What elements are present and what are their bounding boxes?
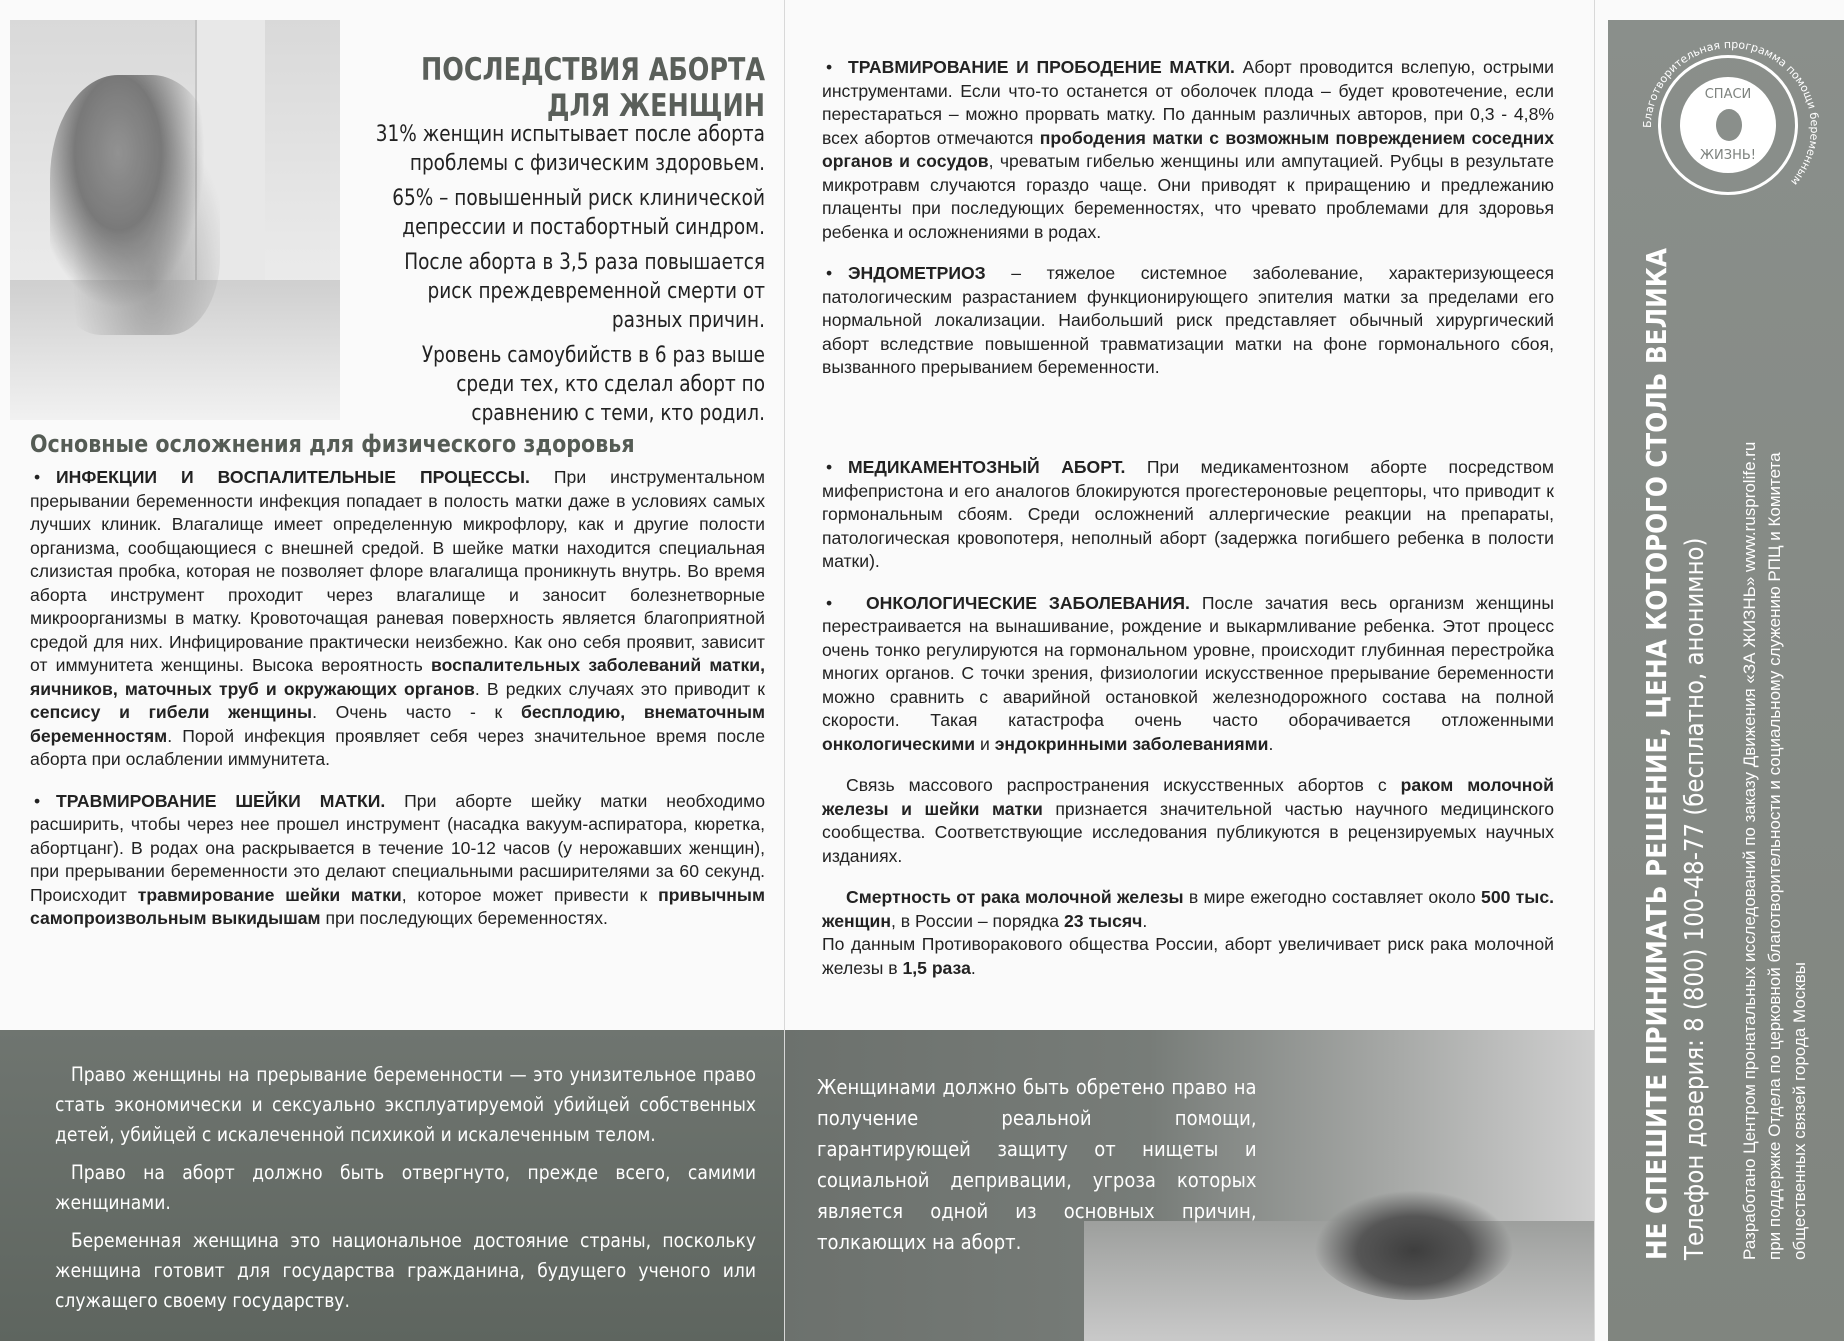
bold-run: 1,5 раза (902, 957, 971, 978)
text-run: После зачатия весь организм женщины перестраивается на вынашивание, рождение и выкармливание ребенка. Этот процесс очень тонко регулируются на гормональном уровне, происходит глубинная перестройка многих органов. С точки зрения, физиологии искусственное прерывание беременности можно сравнить с аварийной остановкой железнодорожного состава на полной скорости. Такая катастрофа очень часто оборачивается отложенными (822, 592, 1554, 730)
bullet-icon: • (826, 263, 833, 283)
text-run: в мире ежегодно составляет около (1183, 887, 1482, 907)
bullet-icon: • (826, 57, 833, 77)
woman-photo (10, 20, 340, 420)
fold-line (1594, 0, 1595, 1341)
bold-run: эндокринными заболеваниями (994, 733, 1269, 754)
text-run: . В редких случаях это приводит к (474, 678, 765, 699)
infections-heading: ИНФЕКЦИИ И ВОСПАЛИТЕЛЬНЫЕ ПРОЦЕССЫ. (56, 467, 530, 487)
bullet-icon: • (34, 790, 41, 811)
endometriosis-heading: ЭНДОМЕТРИОЗ (848, 263, 986, 283)
panel-paragraph: Беременная женщина это национальное достояние страны, поскольку женщина готовит для государства гражданина, будущего ученого или служащего своему государству. (55, 1229, 757, 1312)
bottom-right-text (817, 1072, 1257, 1258)
photo-figure (1314, 1190, 1514, 1300)
mortality-paragraph (822, 886, 1554, 933)
cervix-paragraph (30, 790, 765, 931)
logo-ring-text: Благотворительная программа помощи беременным (1640, 37, 1822, 188)
text-run: При аборте шейку матки необходимо расширить, чтобы через нее прошел инструмент (насадка вакуум-аспиратора, кюретка, абортцанг). В родах она раскрывается в течение 10-12 часов (у нерожавших женщин), при прерывании беременности это делают специальными расширителями за 60 секунд. Происходит (30, 790, 765, 905)
bullet-icon: • (826, 457, 833, 477)
right-column-top (822, 56, 1554, 398)
bold-run: привычным самопроизвольным выкидышам (30, 884, 765, 928)
bold-run: 23 тысяч (1063, 910, 1143, 931)
bold-run: онкологическими (822, 733, 976, 754)
text-run: . (970, 957, 976, 978)
endometriosis-paragraph (822, 262, 1554, 380)
side-headline: НЕ СПЕШИТЕ ПРИНИМАТЬ РЕШЕНИЕ, ЦЕНА КОТОРОГО СТОЛЬ ВЕЛИКА (1640, 248, 1673, 1261)
medical-abortion-paragraph (822, 456, 1554, 574)
logo (1640, 37, 1822, 195)
logo-inner (1680, 77, 1776, 173)
oncology-paragraph (822, 592, 1554, 757)
bullet-icon: • (826, 592, 833, 613)
text-run: . (1268, 733, 1274, 754)
credit-text: Разработано Центром пронатальных исследований по заказу Движения «ЗА ЖИЗНЬ» www.rusprolife.ru (1740, 441, 1759, 1260)
text-run: Связь массового распространения искусственных абортов с (846, 775, 1401, 795)
fold-line (784, 0, 785, 1341)
page-title: ПОСЛЕДСТВИЯ АБОРТА ДЛЯ ЖЕНЩИН (420, 52, 765, 124)
text-run: . Порой инфекция проявляет себя через значительное время после аборта при ослаблении иммунитета. (30, 725, 765, 769)
cancer-link-paragraph (822, 774, 1554, 868)
perforation-heading: ТРАВМИРОВАНИЕ И ПРОБОДЕНИЕ МАТКИ. (848, 57, 1235, 77)
bottom-left-panel (0, 1030, 784, 1341)
text-run: При медикаментозном аборте посредством мифепристона и его аналогов блокируются прогестероновые рецепторы, что приводит к гормональным сбоям. Среди осложнений аллергические реакции на препараты, патологическая кровопотеря, неполный аборт (задержка погибшего ребенка в полости матки). (822, 457, 1554, 571)
text-run: По данным Противоракового общества России, аборт увеличивает риск рака молочной железы в (822, 934, 1554, 978)
text-run: – тяжелое системное заболевание, характеризующееся патологическим разрастанием функционирующего эпителия матки за пределами его нормальной локализации. Наибольший риск представляет обычный хирургический аборт вследствие повышенной травматизации матки на фоне гормонального сбоя, вызванного прерыванием беременности. (822, 263, 1554, 377)
logo-top-text: СПАСИ (1704, 87, 1752, 102)
hotline-text: Телефон доверия: 8 (800) 100-48-77 (бесплатно, анонимно) (1680, 537, 1710, 1260)
oncology-heading: ОНКОЛОГИЧЕСКИЕ ЗАБОЛЕВАНИЯ. (866, 592, 1190, 613)
infections-paragraph (30, 466, 765, 772)
text-run: При инструментальном прерывании беременности инфекция попадает в полость матки даже в условиях самых лучших клиник. Влагалище имеет определенную микрофлору, как и другие полости организма, сообщающиеся с внешней средой. В шейке матки находится специальная слизистая пробка, которая не позволяет флоре влагалища проникнуть внутрь. Во время аборта инструмент проходит через влагалище и заносит болезнетворные микроорганизмы в матку. Кровоточащая раневая поверхность является благоприятной средой для них. Инфицирование практически неизбежно. Как оно себя проявит, зависит от иммунитета женщины. Высока вероятность (30, 467, 766, 675)
stat-item: Уровень самоубийств в 6 раз выше среди тех, кто сделал аборт по сравнению с теми, кто родил. (421, 343, 765, 426)
panel-paragraph: Право на аборт должно быть отвергнуто, прежде всего, самими женщинами. (55, 1161, 757, 1214)
baby-icon (1716, 109, 1742, 141)
bottom-left-text (55, 1060, 760, 1324)
panel-paragraph: Право женщины на прерывание беременности — это унизительное право стать экономически и сексуально эксплуатируемой убийцей собственных детей, убийцей с искалеченной психикой и искалеченным телом. (55, 1063, 757, 1146)
text-run: . Очень часто - к (312, 702, 521, 722)
panel-paragraph: Женщинами должно быть обретено право на получение реальной помощи, гарантирующей защиту от нищеты и социальной депривации, угроза которых является одной из основных причин, толкающих на аборт. (817, 1075, 1257, 1254)
left-column (30, 430, 765, 949)
cervix-heading: ТРАВМИРОВАНИЕ ШЕЙКИ МАТКИ. (56, 790, 386, 811)
section-title: Основные осложнения для физического здоровья (30, 430, 635, 458)
text-run: и (975, 733, 995, 754)
risk-paragraph (822, 933, 1554, 980)
text-run: . (1142, 910, 1148, 931)
stat-item: 65% – повышенный риск клинической депрессии и постабортный синдром. (392, 186, 765, 240)
bold-run: воспалительных заболеваний матки, яичников, маточных труб и окружающих органов (30, 655, 766, 699)
bold-run: раком молочной железы и шейки матки (822, 775, 1554, 819)
text-run: , которое может привести к (401, 884, 659, 905)
stats-block (300, 120, 765, 434)
credit-text: общественных связей города Москвы (1790, 962, 1809, 1260)
bold-run: Смертность от рака молочной железы (846, 887, 1184, 907)
text-run: , в России – порядка (890, 910, 1064, 931)
logo-bottom-text: ЖИЗНЬ! (1700, 148, 1756, 163)
perforation-paragraph (822, 56, 1554, 244)
bold-run: 500 тыс. женщин (822, 887, 1554, 931)
bold-run: прободения матки с возможным повреждением соседних органов и сосудов (822, 127, 1554, 171)
text-run: Аборт проводится вслепую, острыми инструментами. Если что-то останется от оболочек плода – будет кровотечение, если перестараться – можно прорвать матку. По данным различных авторов, при 0,3 - 4,8% всех абортов отмечаются (822, 57, 1554, 148)
bold-run: сепсису и гибели женщины (30, 702, 313, 722)
text-run: признается значительной частью научного медицинского сообщества. Соответствующие исследования публикуются в рецензируемых научных изданиях. (822, 798, 1555, 866)
bottom-right-panel (784, 1030, 1594, 1341)
bold-run: травмирование шейки матки (137, 884, 402, 905)
text-run: , чреватым гибелью женщины или ампутацией. Рубцы в результате микротравм случаются гораздо чаще. Они приводят к приращению и предлежанию плаценты при последующих беременностях, что чревато проблемами для здоровья ребенка и осложнениями в родах. (822, 151, 1554, 242)
stat-item: После аборта в 3,5 раза повышается риск преждевременной смерти от разных причин. (404, 250, 765, 333)
stat-item: 31% женщин испытывает после аборта проблемы с физическим здоровьем. (375, 122, 765, 176)
bold-run: бесплодию, внематочным беременностям (30, 702, 766, 746)
right-column-middle (822, 456, 1554, 980)
photo-figure (50, 75, 220, 335)
text-run: при последующих беременностях. (320, 908, 608, 928)
medical-abortion-heading: МЕДИКАМЕНТОЗНЫЙ АБОРТ. (848, 457, 1126, 477)
credit-text: при поддержке Отдела по церковной благотворительности и социальному служению РПЦ и Комитета (1765, 452, 1784, 1260)
bullet-icon: • (34, 467, 41, 487)
